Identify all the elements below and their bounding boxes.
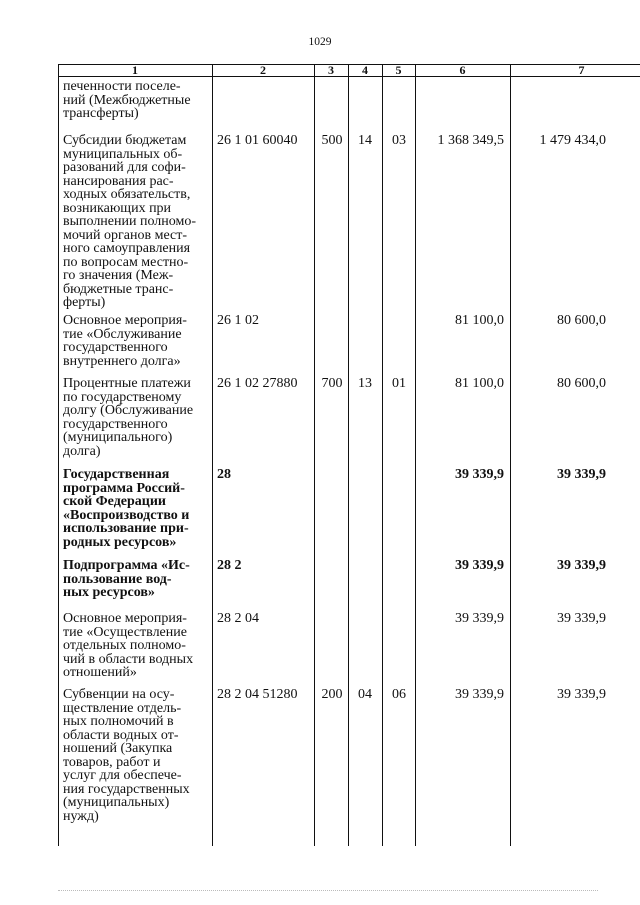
table-row [58,377,640,462]
row-code: 26 1 02 27880 [217,376,298,391]
column-header-1: 1 [132,63,138,77]
row-value-7: 39 339,9 [557,611,606,626]
table-row [58,314,640,374]
row-col3: 200 [321,687,343,702]
header-bottom-border [58,76,640,77]
row-value-6: 39 339,9 [455,611,504,626]
row-col4: 14 [358,133,372,148]
page-number: 1029 [308,36,332,48]
row-code: 28 2 [217,558,242,573]
column-header-7: 7 [578,63,585,77]
row-value-6: 81 100,0 [455,313,504,328]
table-row [58,612,640,682]
budget-table [58,64,640,846]
row-name: печенности поселе- ний (Межбюджетные трансферты) [63,79,191,121]
column-header-5: 5 [395,63,402,77]
row-col4: 13 [358,376,372,391]
column-header-3: 3 [328,63,334,77]
row-code: 28 2 04 [217,611,259,626]
row-name: Основное мероприя- тие «Обслуживание государственного внутреннего долга» [63,313,187,369]
row-value-7: 80 600,0 [557,313,606,328]
table-row [58,468,640,553]
row-code: 28 [217,467,231,482]
row-value-7: 39 339,9 [557,687,606,702]
row-value-6: 39 339,9 [455,687,504,702]
row-value-7: 1 479 434,0 [539,133,606,148]
row-value-6: 1 368 349,5 [437,133,504,148]
row-value-7: 39 339,9 [557,467,606,482]
scan-bottom-edge [58,890,598,897]
row-col5: 03 [392,133,406,148]
row-col4: 04 [358,687,372,702]
row-name: Субсидии бюджетам муниципальных об- разований для софи- нансирования рас- ходных обязательств, возникающих при выполнении полномо- мочий органов мест- ного самоуправления по вопросам местно- го значения (Меж- бюджетные транс- ферты) [63,133,197,310]
column-header-4: 4 [362,63,368,77]
row-name: Процентные платежи по государственому долгу (Обслуживание государственного (муниципального) долга) [63,376,194,459]
column-header-6: 6 [459,63,466,77]
row-col5: 01 [392,376,406,391]
row-name: Подпрограмма «Ис- пользование вод- ных ресурсов» [63,558,190,600]
table-row [58,559,640,604]
row-value-6: 81 100,0 [455,376,504,391]
row-code: 28 2 04 51280 [217,687,298,702]
table-row [58,80,640,120]
row-name: Государственная программа Россий- ской Федерации «Воспроизводство и использование при- родных ресурсов» [63,467,190,550]
row-col5: 06 [392,687,406,702]
row-value-6: 39 339,9 [455,467,504,482]
column-header-2: 2 [260,63,266,77]
row-name: Основное мероприя- тие «Осуществление отдельных полномо- чий в области водных отношений» [63,611,194,680]
row-value-7: 39 339,9 [557,558,606,573]
row-value-7: 80 600,0 [557,376,606,391]
row-col3: 500 [321,133,343,148]
row-name: Субвенции на осу- ществление отдель- ных полномочий в области водных от- ношений (Закупка товаров, работ и услуг для обеспече- ния государственных (муниципальных) нужд) [63,687,190,824]
row-col3: 700 [321,376,343,391]
row-code: 26 1 02 [217,313,259,328]
row-value-6: 39 339,9 [455,558,504,573]
table-row [58,134,640,314]
table-row [58,688,640,828]
row-code: 26 1 01 60040 [217,133,298,148]
